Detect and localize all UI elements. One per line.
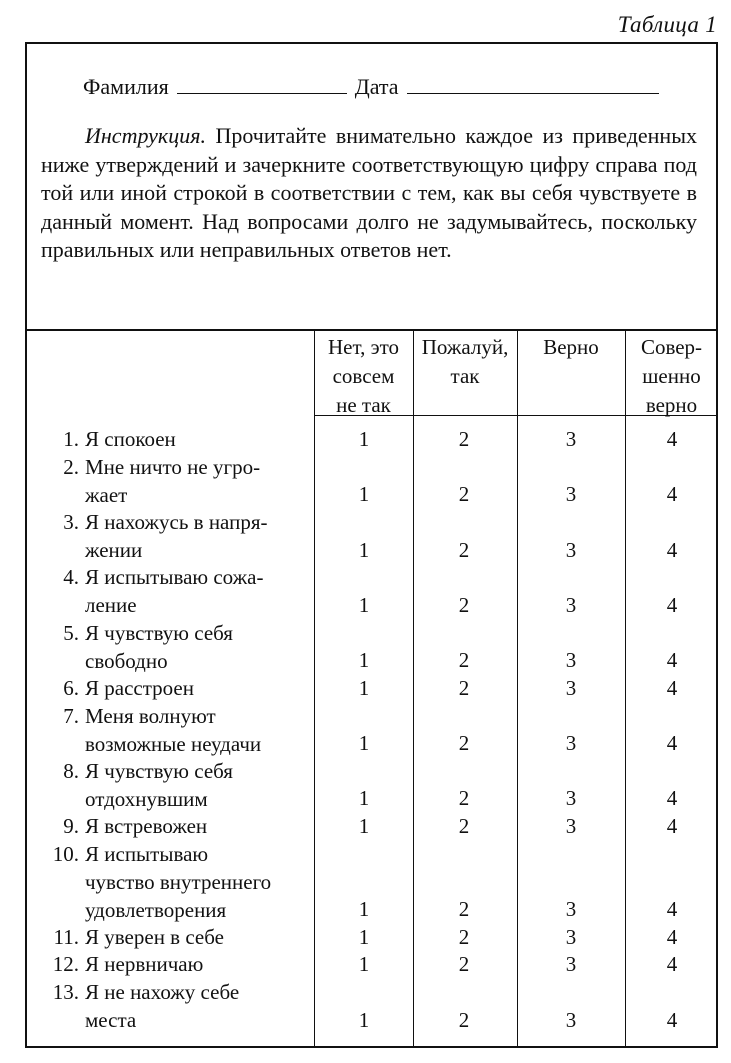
statement-item [27,757,233,813]
statement-text: Я испытываю сожа- [85,565,264,590]
statement-text: жает [85,482,128,507]
answer-option-4[interactable]: 4 [666,648,678,673]
answer-option-4[interactable]: 4 [666,897,678,922]
answer-option-4[interactable]: 4 [666,924,678,949]
answer-option-4[interactable]: 4 [666,427,678,451]
instruction-lead: Инструкция. [85,123,206,148]
statement-item [27,425,176,453]
statement-text: Я нахожусь в напря- [85,509,268,534]
answer-option-2[interactable]: 2 [458,482,470,507]
answer-option-1[interactable]: 1 [358,648,370,673]
answer-option-3[interactable]: 3 [565,814,577,839]
answer-option-2[interactable]: 2 [458,924,470,949]
column-divider [625,329,626,1046]
answer-option-4[interactable]: 4 [666,1007,678,1032]
statement-text: места [85,1008,137,1032]
statement-item [27,950,203,978]
answer-option-3[interactable]: 3 [565,648,577,673]
answer-option-1[interactable]: 1 [358,786,370,811]
answer-option-3[interactable]: 3 [565,1007,577,1032]
answer-option-3[interactable]: 3 [565,537,577,562]
answer-option-3[interactable]: 3 [565,924,577,949]
statement-text: Меня волнуют [85,703,216,728]
answer-option-4[interactable]: 4 [666,675,678,700]
answer-option-2[interactable]: 2 [458,1007,470,1032]
answer-option-1[interactable]: 1 [358,592,370,617]
answer-option-4[interactable]: 4 [666,786,678,811]
answer-option-4[interactable]: 4 [666,731,678,756]
questionnaire-frame [25,42,718,1048]
statement-number: 7. [63,703,79,728]
date-field[interactable] [407,75,659,94]
answer-option-2[interactable]: 2 [458,427,470,451]
statement-item [27,619,233,675]
answer-option-3[interactable]: 3 [565,482,577,507]
statement-item [27,978,239,1034]
statement-item [27,812,207,840]
answer-option-1[interactable]: 1 [358,924,370,949]
answer-option-2[interactable]: 2 [458,537,470,562]
statement-item [27,674,194,702]
answer-option-1[interactable]: 1 [358,537,370,562]
header-true: Верно [543,335,599,359]
statement-text: жении [85,537,143,562]
statement-item [27,563,263,619]
statement-number: 3. [63,509,79,534]
statement-text: ление [85,593,137,618]
response-table [27,329,716,1046]
surname-field[interactable] [177,75,347,94]
statement-item [27,702,261,758]
answer-option-2[interactable]: 2 [458,897,470,922]
statement-item [27,508,268,564]
statement-text: свободно [85,648,168,673]
surname-label: Фамилия [83,74,169,99]
statement-text: Я испытываю [85,841,209,866]
statement-text: Я нервничаю [85,952,204,977]
answer-option-4[interactable]: 4 [666,814,678,839]
statement-text: Я уверен в себе [85,924,224,949]
statement-item [27,453,260,509]
answer-option-3[interactable]: 3 [565,592,577,617]
answer-option-2[interactable]: 2 [458,814,470,839]
answer-option-1[interactable]: 1 [358,814,370,839]
statement-number: 6. [63,675,79,700]
statement-number: 11. [53,924,79,949]
answer-option-1[interactable]: 1 [358,897,370,922]
statement-number: 12. [52,952,79,977]
answer-option-2[interactable]: 2 [458,731,470,756]
name-date-row [83,74,667,100]
statement-text: отдохнувшим [85,786,208,811]
statement-text: удовлетворения [85,897,227,922]
statement-number: 2. [63,454,79,479]
form-header [27,44,716,329]
answer-option-1[interactable]: 1 [358,482,370,507]
answer-option-3[interactable]: 3 [565,786,577,811]
answer-option-1[interactable]: 1 [358,675,370,700]
answer-option-2[interactable]: 2 [458,648,470,673]
column-divider [517,329,518,1046]
statement-number: 1. [63,427,79,451]
statement-number: 8. [63,758,79,783]
statement-number: 5. [63,620,79,645]
header-not-at-all: Нет, это совсем не так [328,335,399,417]
statement-number: 4. [63,565,79,590]
statement-number: 13. [52,980,79,1004]
statement-text: Я расстроен [85,675,194,700]
statement-text: Я встревожен [85,814,208,839]
answer-option-1[interactable]: 1 [358,952,370,977]
table-caption: Таблица 1 [617,12,717,37]
answer-option-2[interactable]: 2 [458,592,470,617]
answer-option-3[interactable]: 3 [565,675,577,700]
header-very-true: Совер- шенно верно [640,335,703,417]
answer-option-4[interactable]: 4 [666,952,678,977]
statement-text: Мне ничто не угро- [85,454,261,479]
header-perhaps: Пожалуй, так [421,335,509,388]
answer-option-1[interactable]: 1 [358,731,370,756]
statement-text: Я чувствую себя [85,758,233,783]
answer-option-4[interactable]: 4 [666,592,678,617]
answer-option-2[interactable]: 2 [458,675,470,700]
statement-item [27,923,224,951]
answer-option-1[interactable]: 1 [358,1007,370,1032]
answer-option-3[interactable]: 3 [565,952,577,977]
column-divider [314,329,315,1046]
answer-option-4[interactable]: 4 [666,537,678,562]
statement-text: Я не нахожу себе [85,980,240,1004]
instruction-paragraph [41,122,697,265]
instruction-text: Прочитайте внимательно каждое из приведенных ниже утверждений и зачеркните соответствующую цифру справа под той или иной строкой в соответствии с тем, как вы себя чувствуете в данный момент. Над вопросами долго не задумывайтесь, поскольку правильных или неправильных ответов нет. [41,123,697,262]
answer-option-2[interactable]: 2 [458,952,470,977]
date-label: Дата [354,74,399,99]
statement-number: 9. [63,814,79,839]
statement-text: Я чувствую себя [85,620,233,645]
answer-option-1[interactable]: 1 [358,427,370,451]
answer-option-3[interactable]: 3 [565,427,577,451]
statement-item [27,840,271,924]
statement-text: чувство внутреннего [85,869,272,894]
statement-text: Я спокоен [85,427,176,451]
column-divider [413,329,414,1046]
statement-number: 10. [52,841,79,866]
answer-option-2[interactable]: 2 [458,786,470,811]
answer-option-3[interactable]: 3 [565,731,577,756]
answer-option-3[interactable]: 3 [565,897,577,922]
answer-option-4[interactable]: 4 [666,482,678,507]
statement-text: возможные неудачи [85,731,262,756]
